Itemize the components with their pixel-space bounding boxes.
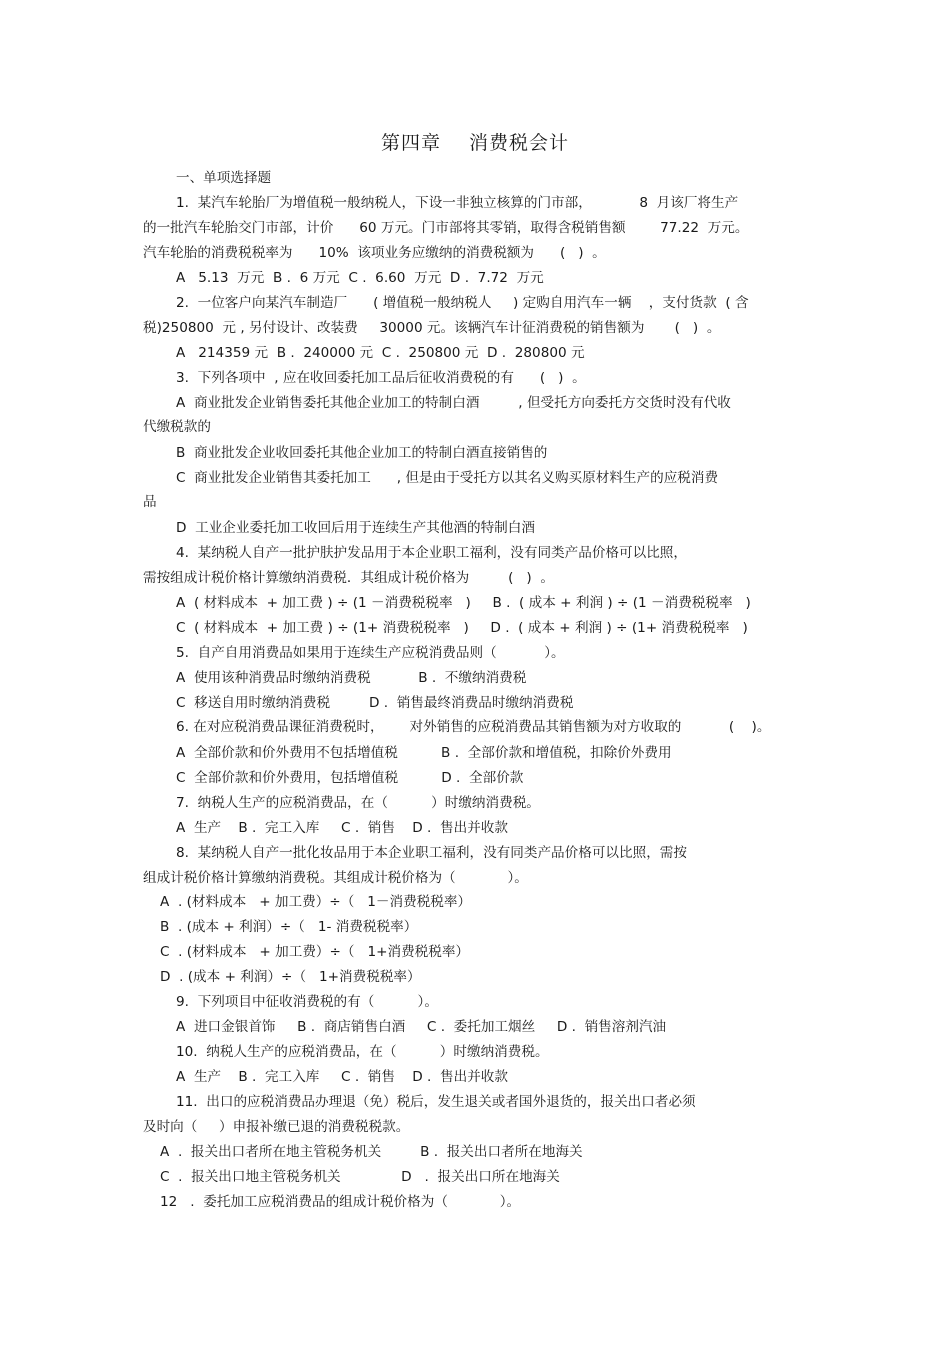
text-line: 代缴税款的 (143, 419, 211, 435)
text-line: 4. 某纳税人自产一批护肤护发品用于本企业职工福利，没有同类产品价格可以比照， (176, 545, 687, 561)
text-line: C 移送自用时缴纳消费税 D . 销售最终消费品时缴纳消费税 (176, 695, 574, 711)
text-line: B . (成本 + 利润）÷（ 1- 消费税税率） (160, 919, 418, 935)
text-line: 11. 出口的应税消费品办理退（免）税后，发生退关或者国外退货的，报关出口者必须 (176, 1094, 696, 1110)
text-line: 2. 一位客户向某汽车制造厂 ( 增值税一般纳税人 ) 定购自用汽车一辆 ，支付货款 ( 含 (176, 295, 749, 311)
chapter-name: 消费税会计 (469, 132, 570, 154)
text-line: C 全部价款和价外费用，包括增值税 D . 全部价款 (176, 770, 524, 786)
text-line: C . (材料成本 + 加工费）÷（ 1+消费税税率） (160, 944, 470, 960)
text-line: A 进口金银首饰 B . 商店销售白酒 C . 委托加工烟丝 D . 销售溶剂汽油 (176, 1019, 667, 1035)
text-line: 及时向（ ）申报补缴已退的消费税税款。 (143, 1119, 410, 1135)
text-line: 6. 在对应税消费品课征消费税时， 对外销售的应税消费品其销售额为对方收取的 ( )。 (176, 719, 771, 735)
text-line: 10. 纳税人生产的应税消费品，在（ ）时缴纳消费税。 (176, 1044, 549, 1060)
text-line: 税)250800 元 , 另付设计、改装费 30000 元。该辆汽车计征消费税的销售额为 ( ) 。 (143, 320, 721, 336)
text-line: A 使用该种消费品时缴纳消费税 B . 不缴纳消费税 (176, 670, 527, 686)
text-line: A 生产 B . 完工入库 C . 销售 D . 售出并收款 (176, 1069, 508, 1085)
text-line: 汽车轮胎的消费税税率为 10% 该项业务应缴纳的消费税额为 ( ) 。 (143, 245, 606, 261)
text-line: A 5.13 万元 B . 6 万元 C . 6.60 万元 D . 7.72 万元 (176, 270, 544, 286)
text-line: A 生产 B . 完工入库 C . 销售 D . 售出并收款 (176, 820, 508, 836)
text-line: A 214359 元 B . 240000 元 C . 250800 元 D . 280800 元 (176, 345, 585, 361)
text-line: D . (成本 + 利润）÷（ 1+消费税税率） (160, 969, 421, 985)
text-line: 需按组成计税价格计算缴纳消费税．其组成计税价格为 ( ) 。 (143, 570, 554, 586)
text-line: B 商业批发企业收回委托其他企业加工的特制白酒直接销售的 (176, 445, 548, 461)
text-line: 一、单项选择题 (176, 170, 272, 186)
text-line: A . 报关出口者所在地主管税务机关 B . 报关出口者所在地海关 (160, 1144, 583, 1160)
text-line: 12 . 委托加工应税消费品的组成计税价格为（ ）。 (160, 1194, 521, 1210)
text-line: D 工业企业委托加工收回后用于连续生产其他酒的特制白酒 (176, 520, 535, 536)
text-line: C . 报关出口地主管税务机关 D . 报关出口所在地海关 (160, 1169, 560, 1185)
page-title (0, 128, 950, 155)
text-line: 品 (143, 494, 157, 510)
text-line: 7. 纳税人生产的应税消费品，在（ ）时缴纳消费税。 (176, 795, 540, 811)
text-line: 组成计税价格计算缴纳消费税。其组成计税价格为（ ）。 (143, 870, 528, 886)
text-line: 1. 某汽车轮胎厂为增值税一般纳税人，下设一非独立核算的门市部， 8 月该厂将生产 (176, 195, 739, 211)
text-line: 8. 某纳税人自产一批化妆品用于本企业职工福利，没有同类产品价格可以比照，需按 (176, 845, 687, 861)
text-line: 5. 自产自用消费品如果用于连续生产应税消费品则（ ）。 (176, 645, 565, 661)
text-line: A . (材料成本 + 加工费）÷（ 1－消费税税率） (160, 894, 472, 910)
text-line: A 商业批发企业销售委托其他企业加工的特制白酒 , 但受托方向委托方交货时没有代收 (176, 395, 731, 411)
text-line: 9. 下列项目中征收消费税的有（ ）。 (176, 994, 438, 1010)
text-line: C 商业批发企业销售其委托加工 , 但是由于受托方以其名义购买原材料生产的应税消费 (176, 470, 719, 486)
text-line: 3. 下列各项中 , 应在收回委托加工品后征收消费税的有 ( ) 。 (176, 370, 586, 386)
chapter-label: 第四章 (380, 132, 441, 154)
text-line: A 全部价款和价外费用不包括增值税 B . 全部价款和增值税，扣除价外费用 (176, 745, 672, 761)
text-line: A ( 材料成本 + 加工费 ) ÷ (1 －消费税税率 ) B . ( 成本 + 利润 ) ÷ (1 －消费税税率 ) (176, 595, 751, 611)
text-line: C ( 材料成本 + 加工费 ) ÷ (1+ 消费税税率 ) D . ( 成本 + 利润 ) ÷ (1+ 消费税税率 ) (176, 620, 748, 636)
text-line: 的一批汽车轮胎交门市部，计价 60 万元。门市部将其零销，取得含税销售额 77.22 万元。 (143, 220, 749, 236)
